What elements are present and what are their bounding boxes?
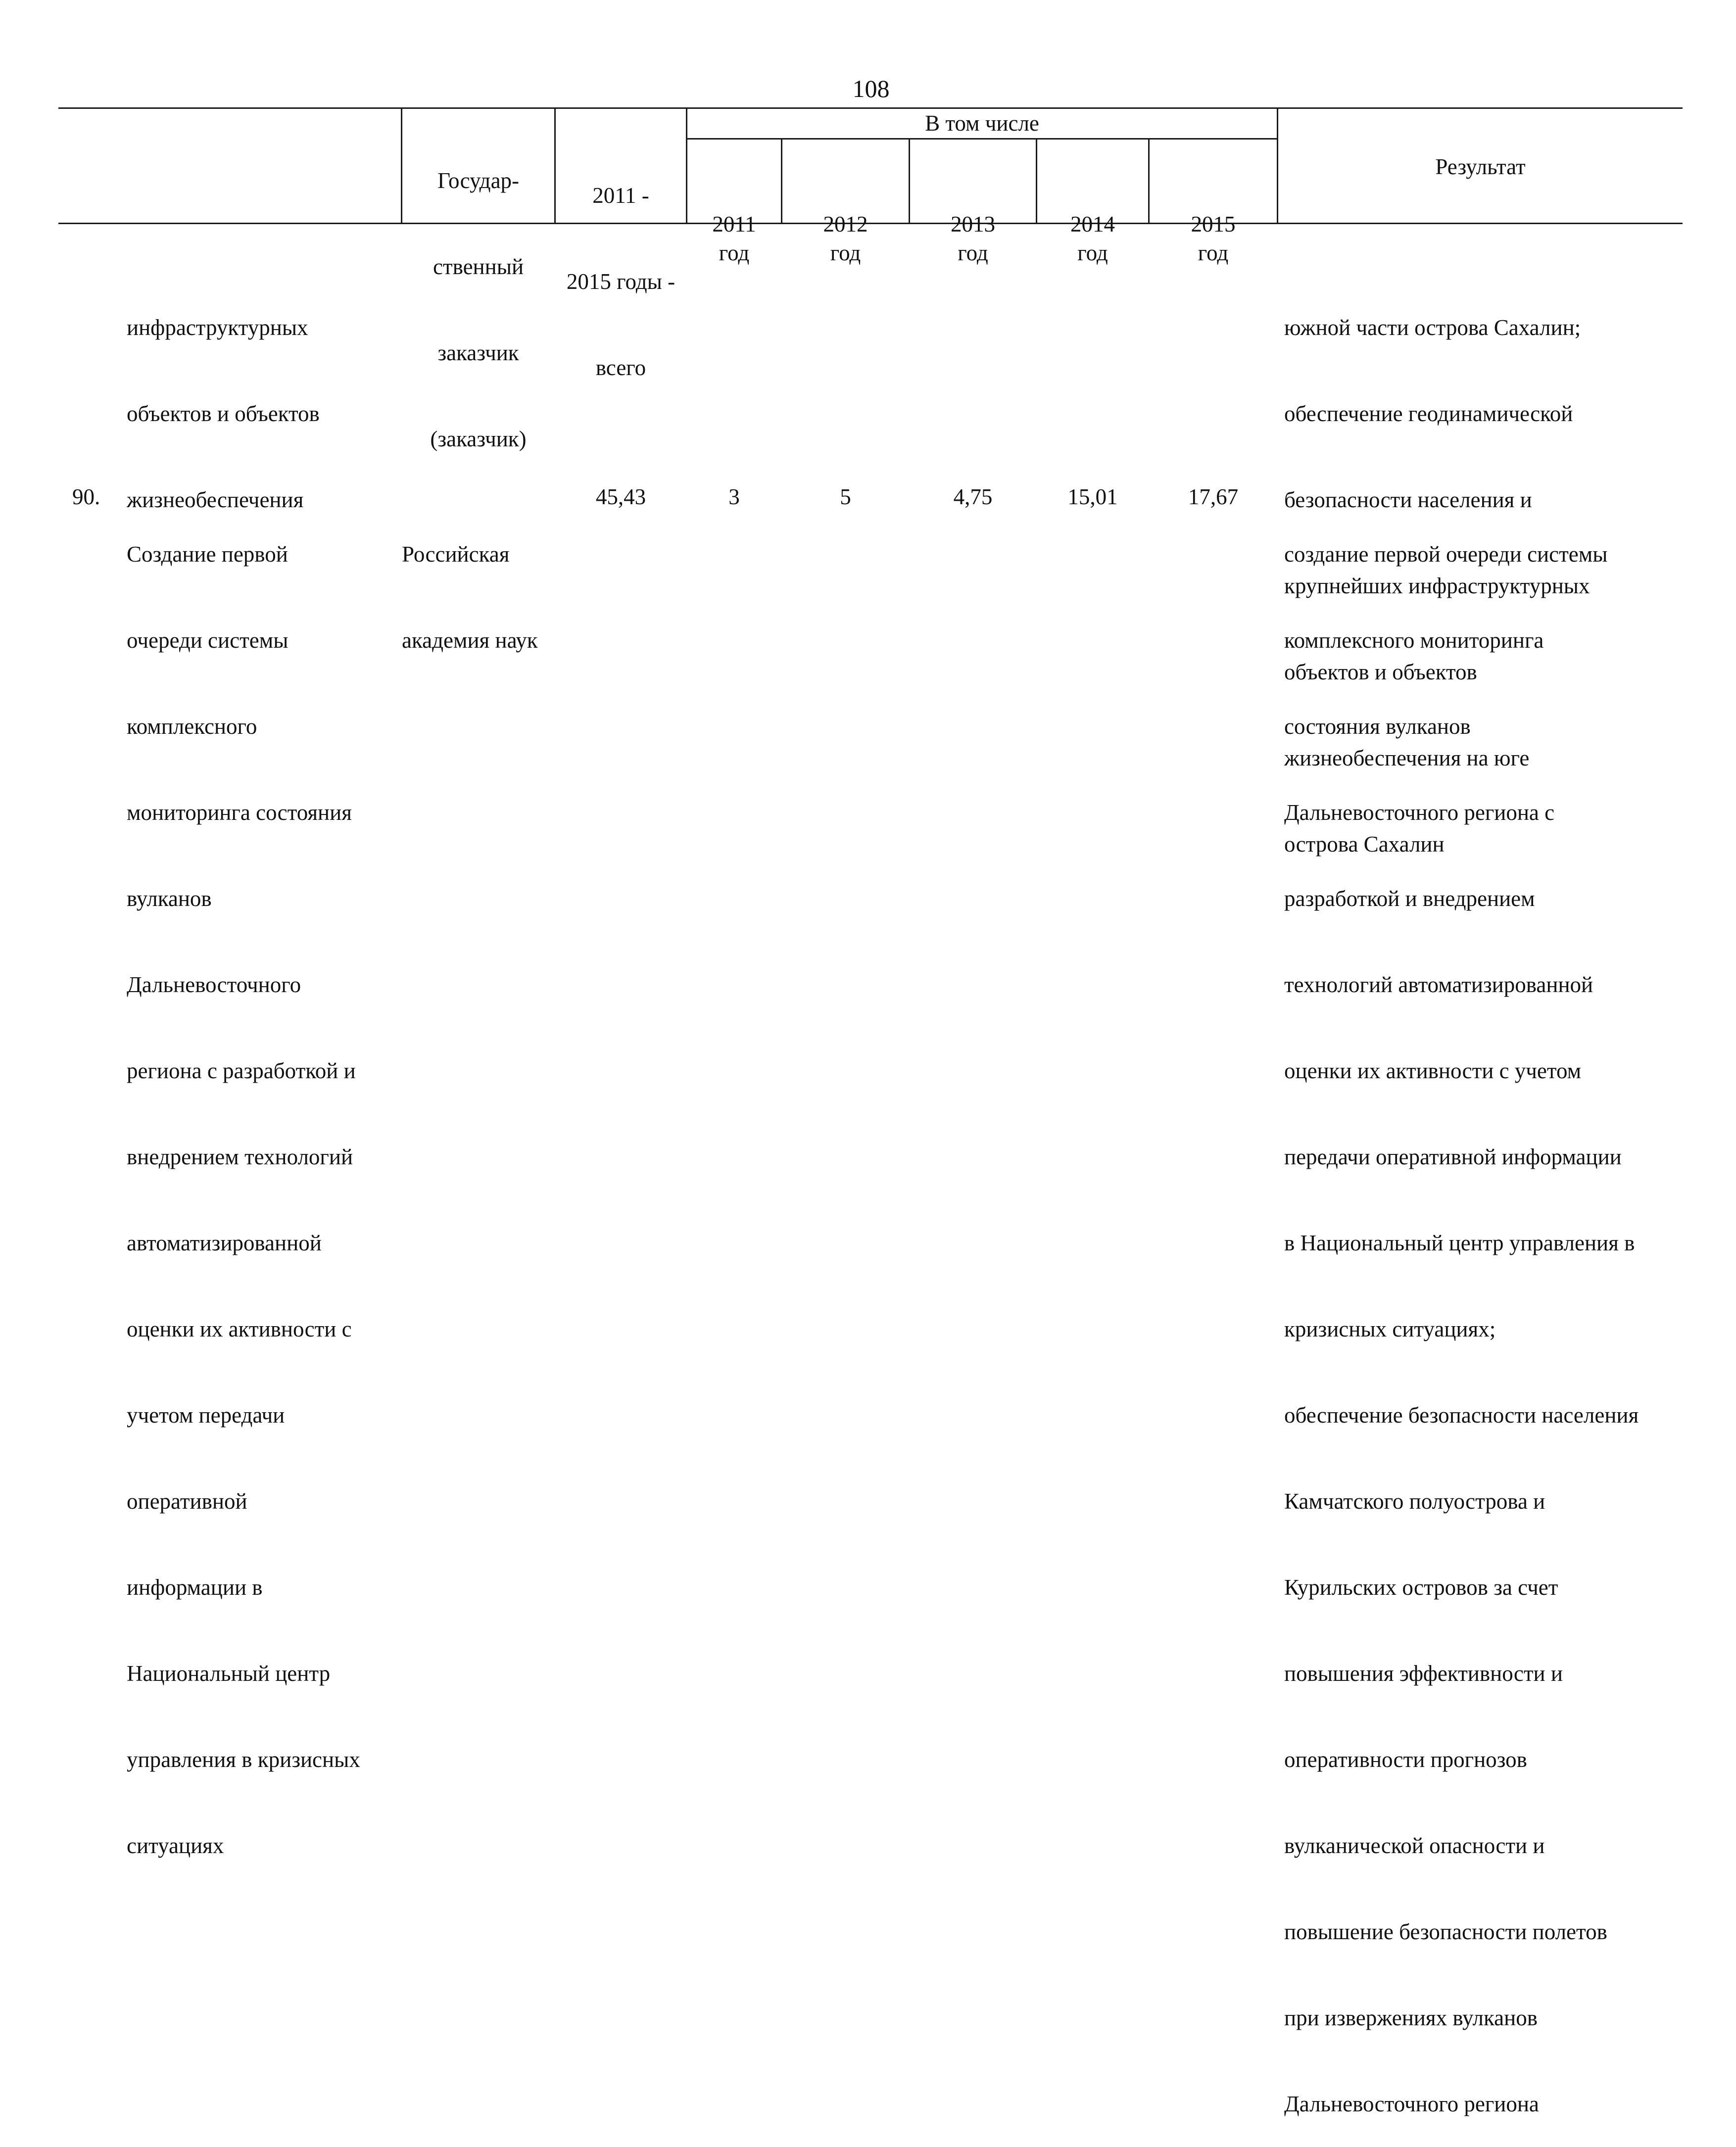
header-year-2012: 2012 год <box>823 212 868 265</box>
header-year-2014: 2014 год <box>1070 212 1115 265</box>
row-number: 90. <box>72 484 100 509</box>
header-total: 2011 - 2015 годы - всего <box>566 183 675 380</box>
header-including: В том числе <box>925 111 1039 136</box>
continued-row-result: южной части острова Сахалин; обеспечение геодинамической безопасности населения и крупнейших инфраструктурных объектов и объектов жизнеобеспечения на юге острова Сахалин <box>1284 315 1590 857</box>
row-name: Создание первой очереди системы комплексного мониторинга состояния вулканов Дальневосточного региона с разработкой и внедрением технологий автоматизированной оценки их активности с учетом передачи оперативной информации в Национальный центр управления в кризисных ситуациях <box>127 542 360 1858</box>
header-year-2011: 2011 год <box>712 212 756 265</box>
header-result: Результат <box>1435 154 1526 179</box>
row-value-2014: 15,01 <box>1067 484 1118 509</box>
row-value-2015: 17,67 <box>1188 484 1239 509</box>
row-total: 45,43 <box>595 484 646 509</box>
page-number: 108 <box>852 75 890 102</box>
row-customer: Российская академия наук <box>402 542 538 653</box>
header-year-2013: 2013 год <box>951 212 995 265</box>
header-customer: Государ- ственный заказчик (заказчик) <box>430 168 527 451</box>
subheader-rule <box>686 138 1278 140</box>
header-year-2015: 2015 год <box>1191 212 1236 265</box>
row-result: создание первой очереди системы комплексного мониторинга состояния вулканов Дальневосточного региона с разработкой и внедрением технологий автоматизированной оценки их активности с учетом передачи оперативной информации в Национальный центр управления в кризисных ситуациях; обеспечение безопасности населения Камчатского полуострова и Курильских островов за счет повышения эффективности и оперативности прогнозов вулканической опасности и повышение безопасности полетов при извержениях вулканов Дальневосточного региона <box>1284 542 1639 2116</box>
row-value-2013: 4,75 <box>953 484 993 509</box>
row-value-2011: 3 <box>728 484 740 509</box>
continued-row-name: инфраструктурных объектов и объектов жизнеобеспечения <box>127 315 320 512</box>
row-value-2012: 5 <box>840 484 851 509</box>
